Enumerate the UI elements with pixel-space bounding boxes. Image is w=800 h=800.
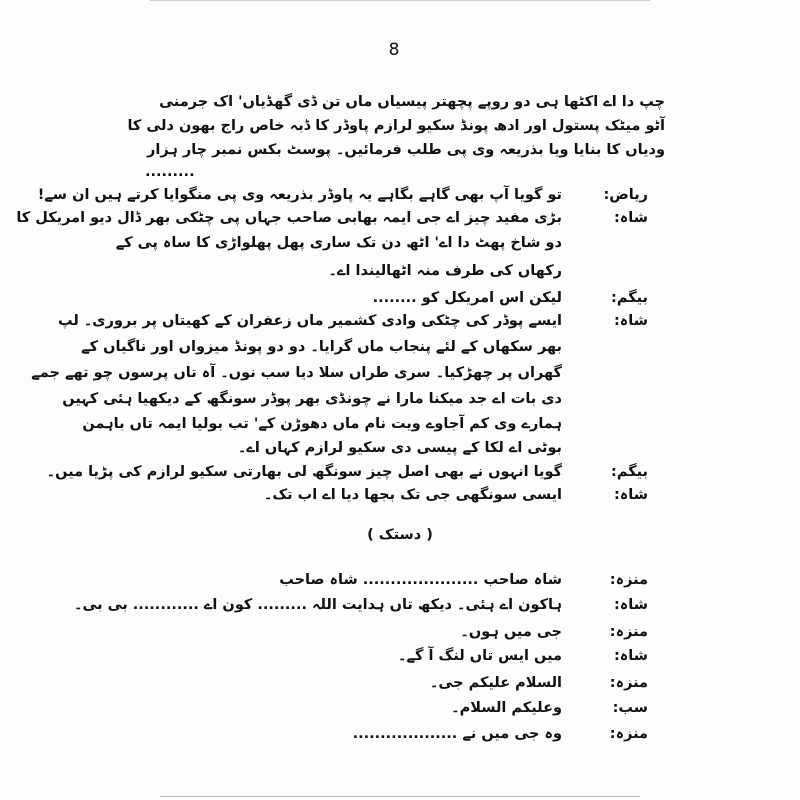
dialogue-line: ہاکون اے ہئی۔ دیکھ تاں ہدایت اللہ ......... کون اے ............ بی بی۔ — [73, 597, 562, 613]
dialogue-line: گویا انہوں نے بھی اصل چیز سونگھ لی بھارتی سکیو لرازم کی پڑیا میں۔ — [46, 464, 562, 480]
dialogue-line: السلام علیکم جی۔ — [429, 675, 562, 691]
speaker-label: شاہ: — [614, 597, 648, 613]
dialogue-line: میں ایس تاں لنگ آ گے۔ — [398, 648, 562, 664]
speaker-label: شاہ: — [614, 648, 648, 664]
dialogue-line: جی میں ہوں۔ — [460, 624, 562, 640]
dialogue-line: تو گویا آپ بھی گاہے بگاہے یہ پاوڈر بذریعہ وی پی منگوایا کرتے ہیں ان سے! — [37, 187, 562, 203]
dialogue-line: ایسی سونگھی جی تک بجھا دیا اے اب تک۔ — [263, 487, 562, 503]
speaker-label: بیگم: — [611, 290, 648, 306]
dialogue-line: بڑی مفید چیز اے جی ایمہ بھابی صاحب جہاں پی چٹکی بھر ڈال دیو امریکل کا — [16, 210, 562, 226]
dialogue-line: لیکن اس امریکل کو ........ — [372, 290, 562, 306]
speaker-label: شاہ: — [614, 210, 648, 226]
dialogue-line: شاہ صاحب ..................... شاہ صاحب — [279, 572, 562, 588]
dialogue-line: بوٹی اے لکا کے پیسی دی سکیو لرازم کہاں اے۔ — [237, 440, 562, 456]
speaker-label: منزہ: — [609, 624, 648, 640]
speaker-label: شاہ: — [614, 313, 648, 329]
dialogue-line: گھراں پر چھڑکیا۔ سری طراں سلا دیا سب نوں۔ آہ تاں پرسوں چو تھے جمے — [31, 365, 562, 381]
intro-line: ودیاں کا بنایا ویا بذریعہ وی پی طلب فرمائیں۔ پوسٹ بکس نمبر چار ہزار — [147, 142, 665, 158]
dialogue-line: ایسے پوڈر کی چٹکی وادی کشمیر ماں زعفران کے کھیتاں پر بروری۔ لپ — [57, 313, 562, 329]
speaker-label: سب: — [612, 700, 648, 716]
dialogue-line: دی بات اے جد میکنا مارا نے چونڈی بھر پوڈر سونگھ کے دیکھیا ہئی کہیں — [62, 391, 562, 407]
page-number: 8 — [388, 40, 400, 60]
intro-line: چپ دا اے اکٹھا ہی دو روپے پچھتر پیسیاں ماں تن ڈی گھڈیاں' اک جرمنی — [159, 94, 665, 110]
intro-line: آٹو میٹک پستول اور ادھ پونڈ سکیو لرازم پاوڈر کا ڈبہ خاص راج بھون دلی کا — [127, 118, 665, 134]
speaker-label: منزہ: — [609, 675, 648, 691]
speaker-label: منزہ: — [609, 726, 648, 742]
intro-line: ......... — [145, 164, 195, 180]
dialogue-line: بھر سکھاں کے لئے پنجاب ماں گرایا۔ دو دو پونڈ میزواں اور ناگیاں کے — [81, 339, 562, 355]
speaker-label: منزہ: — [609, 572, 648, 588]
dialogue-line: وعلیکم السلام۔ — [451, 700, 562, 716]
dialogue-line: وہ جی میں نے ................... — [352, 726, 562, 742]
speaker-label: ریاض: — [603, 187, 648, 203]
dialogue-line: رکھاں کی طرف منہ اٹھالیندا اے۔ — [328, 263, 562, 279]
speaker-label: بیگم: — [611, 464, 648, 480]
dialogue-line: ہمارے وی کم آجاوے ویت نام ماں دھوڑن کے' تب بولیا ایمہ تاں باہمن — [82, 416, 562, 432]
stage-direction: ( دستک ) — [367, 527, 433, 543]
page-top-edge — [150, 0, 650, 1]
speaker-label: شاہ: — [614, 487, 648, 503]
dialogue-line: دو شاخ پھٹ دا اے' اٹھ دن تک ساری پھل پھلواڑی کا ساہ پی کے — [115, 235, 562, 251]
page-bottom-edge — [160, 796, 640, 797]
